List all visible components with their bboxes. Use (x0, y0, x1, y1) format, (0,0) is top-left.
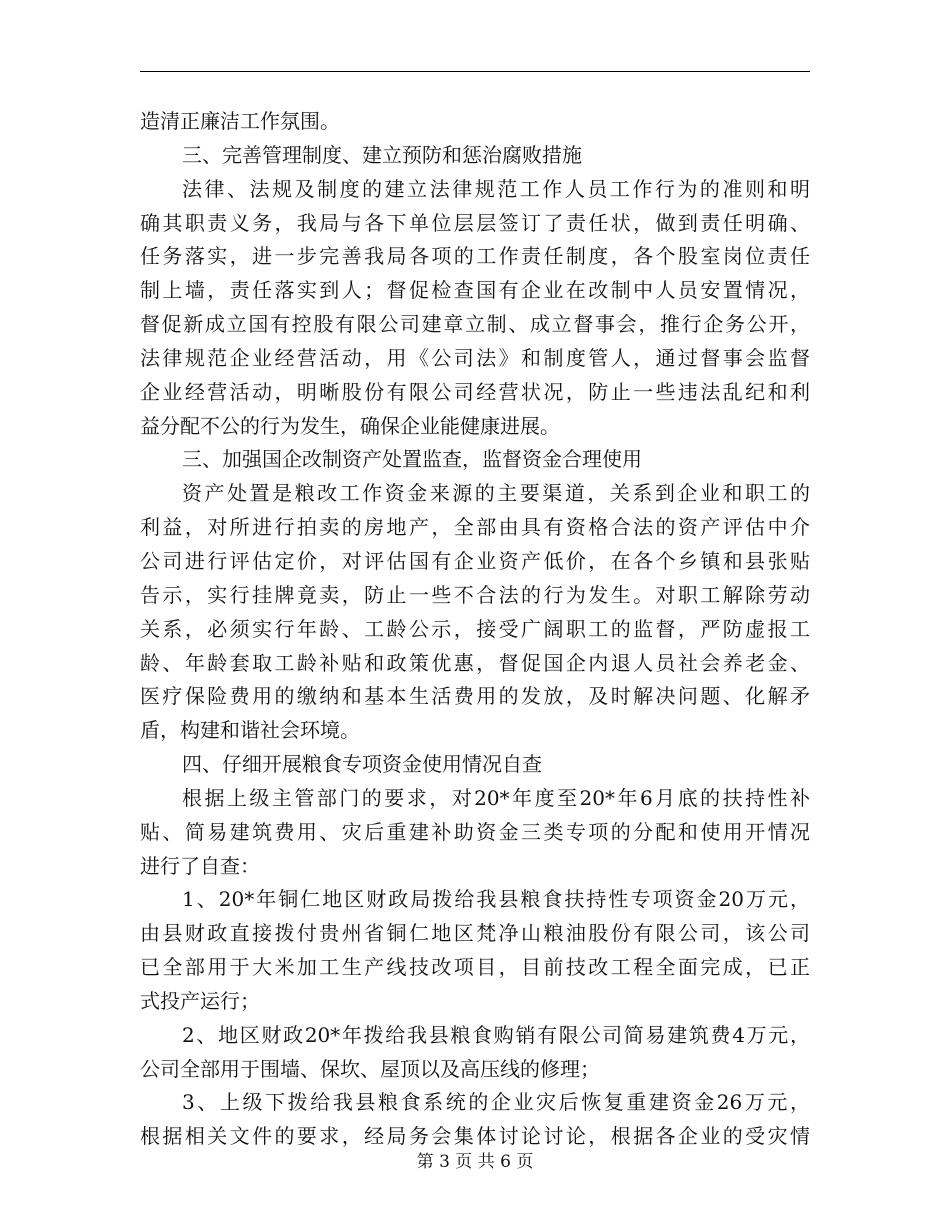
header-rule (140, 71, 810, 72)
text-line: 制上墙，责任落实到人；督促检查国有企业在改制中人员安置情况， (140, 278, 810, 303)
text-line: 法律、法规及制度的建立法律规范工作人员工作行为的准则和明 (182, 176, 810, 201)
text-line: 造清正廉洁工作氛围。 (140, 109, 340, 133)
text-line: 确其职责义务，我局与各下单位层层签订了责任状，做到责任明确、 (140, 210, 810, 235)
text-line: 利益，对所进行拍卖的房地产，全部由具有资格合法的资产评估中介 (140, 515, 810, 540)
text-line: 医疗保险费用的缴纳和基本生活费用的发放，及时解决问题、化解矛 (140, 684, 810, 709)
text-line: 资产处置是粮改工作资金来源的主要渠道，关系到企业和职工的 (182, 481, 810, 506)
text-line: 告示，实行挂牌竟卖，防止一些不合法的行为发生。对职工解除劳动 (140, 582, 810, 607)
text-line: 法律规范企业经营活动，用《公司法》和制度管人，通过督事会监督 (140, 345, 810, 370)
text-line: 1、20*年铜仁地区财政局拨给我县粮食扶持性专项资金20万元， (182, 887, 810, 912)
text-line: 2、地区财政20*年拨给我县粮食购销有限公司简易建筑费4万元， (182, 1022, 810, 1047)
text-line: 三、加强国企改制资产处置监查，监督资金合理使用 (182, 447, 642, 472)
text-line: 由县财政直接拨付贵州省铜仁地区梵净山粮油股份有限公司，该公司 (140, 921, 810, 946)
text-line: 企业经营活动，明晰股份有限公司经营状况，防止一些违法乱纪和利 (140, 379, 810, 404)
text-line: 三、完善管理制度、建立预防和惩治腐败措施 (182, 142, 582, 167)
text-line: 已全部用于大米加工生产线技改项目，目前技改工程全面完成，已正 (140, 955, 810, 980)
page-number-footer: 第 3 页 共 6 页 (416, 1152, 534, 1172)
text-line: 贴、简易建筑费用、灾后重建补助资金三类专项的分配和使用开情况 (140, 819, 810, 844)
text-line: 根据上级主管部门的要求，对20*年度至20*年6月底的扶持性补 (182, 785, 810, 810)
text-line: 根据相关文件的要求，经局务会集体讨论讨论，根据各企业的受灾情 (140, 1124, 810, 1149)
text-line: 式投产运行； (140, 988, 260, 1013)
text-line: 关系，必须实行年龄、工龄公示，接受广阔职工的监督，严防虚报工 (140, 616, 810, 641)
text-line: 任务落实，进一步完善我局各项的工作责任制度，各个股室岗位责任 (140, 244, 810, 269)
text-line: 四、仔细开展粮食专项资金使用情况自查 (182, 752, 542, 777)
text-line: 盾，构建和谐社会环境。 (140, 718, 360, 743)
text-line: 进行了自查： (140, 853, 260, 878)
text-line: 龄、年龄套取工龄补贴和政策优惠，督促国企内退人员社会养老金、 (140, 650, 810, 675)
text-line: 公司全部用于围墙、保坎、屋顶以及高压线的修理； (140, 1056, 600, 1081)
text-line: 督促新成立国有控股有限公司建章立制、成立督事会，推行企务公开， (140, 312, 810, 337)
text-line: 公司进行评估定价，对评估国有企业资产低价，在各个乡镇和县张贴 (140, 548, 810, 573)
document-body (140, 105, 810, 1154)
text-line: 益分配不公的行为发生，确保企业能健康进展。 (140, 413, 560, 438)
text-line: 3、上级下拨给我县粮食系统的企业灾后恢复重建资金26万元， (182, 1090, 810, 1115)
